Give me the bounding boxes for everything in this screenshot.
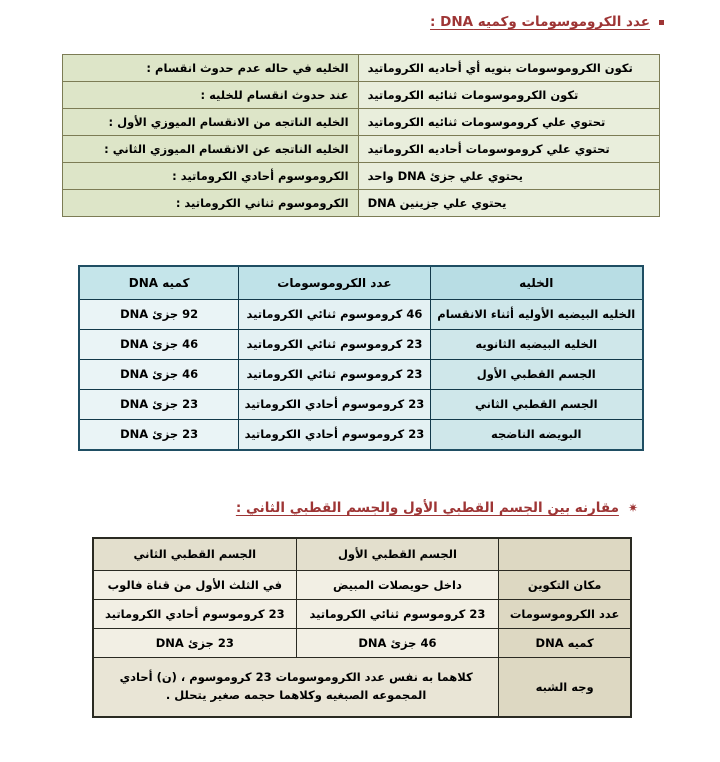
table-row (93, 571, 631, 600)
section-heading-1-label: عدد الكروموسومات وكميه DNA : (430, 14, 650, 30)
definition-label: الكروموسوم أحادي الكروماتيد : (63, 163, 359, 190)
definition-value: تحتوي علي كروموسومات أحاديه الكروماتيد (358, 136, 659, 163)
definition-value: تكون الكروموسومات ثنائيه الكروماتيد (358, 82, 659, 109)
table-header-row (79, 266, 643, 300)
column-header-dna: كميه DNA (79, 266, 239, 300)
chromosome-dna-definitions-table-wrapper (62, 54, 660, 217)
cell-name: الجسم القطبي الأول (430, 360, 643, 390)
dna-amount: 46 جزئ DNA (79, 360, 239, 390)
table-row-similarity (93, 658, 631, 718)
definition-label: عند حدوث انقسام للخليه : (63, 82, 359, 109)
row-header: عدد الكروموسومات (499, 600, 631, 629)
table-row (79, 330, 643, 360)
definition-value: يحتوي علي جزينين DNA (358, 190, 659, 217)
section-heading-polar-body-comparison (236, 500, 638, 516)
definition-value: تكون الكروموسومات بنويه أي أحاديه الكروماتيد (358, 55, 659, 82)
chromosome-count: 23 كروموسوم أحادي الكروماتيد (239, 420, 430, 451)
definition-value: يحتوي علي جزئ DNA واحد (358, 163, 659, 190)
definition-label: الخليه الناتجه عن الانقسام الميوزي الثاني : (63, 136, 359, 163)
polar-body-comparison-table (92, 537, 632, 718)
dna-amount: 23 جزئ DNA (79, 420, 239, 451)
asterisk-bullet-icon: ✷ (627, 501, 638, 515)
row-header-similarity: وجه الشبه (499, 658, 631, 718)
table-body (63, 55, 660, 217)
first-polar-body-value: 46 جزئ DNA (296, 629, 499, 658)
cell-chromosome-count-table-wrapper (78, 265, 644, 451)
cell-name: البويضه الناضجه (430, 420, 643, 451)
second-polar-body-value: 23 كروموسوم أحادي الكروماتيد (93, 600, 296, 629)
table-row (63, 136, 660, 163)
table-row (79, 390, 643, 420)
chromosome-count: 23 كروموسوم أحادي الكروماتيد (239, 390, 430, 420)
row-header: مكان التكوين (499, 571, 631, 600)
definition-label: الخليه في حاله عدم حدوث انقسام : (63, 55, 359, 82)
table-row (93, 600, 631, 629)
square-bullet-icon (659, 20, 664, 25)
table-row (63, 109, 660, 136)
table-header (79, 266, 643, 300)
dna-amount: 23 جزئ DNA (79, 390, 239, 420)
chromosome-dna-definitions-table (62, 54, 660, 217)
first-polar-body-value: داخل حويصلات المبيض (296, 571, 499, 600)
column-header-blank (499, 538, 631, 571)
section-heading-2-label: مقارنه بين الجسم القطبي الأول والجسم القطبي الثاني : (235, 500, 619, 516)
second-polar-body-value: 23 جزئ DNA (93, 629, 296, 658)
table-row (79, 360, 643, 390)
table-body (93, 571, 631, 718)
table-row (63, 163, 660, 190)
chromosome-count: 23 كروموسوم ثنائي الكروماتيد (239, 330, 430, 360)
row-header: كميه DNA (499, 629, 631, 658)
definition-value: تحتوي علي كروموسومات ثنائيه الكروماتيد (358, 109, 659, 136)
dna-amount: 46 جزئ DNA (79, 330, 239, 360)
column-header-second-polar-body: الجسم القطبي الثاني (93, 538, 296, 571)
chromosome-count: 23 كروموسوم ثنائي الكروماتيد (239, 360, 430, 390)
table-row (79, 300, 643, 330)
polar-body-comparison-table-wrapper (92, 537, 632, 718)
definition-label: الخليه الناتجه من الانقسام الميوزي الأول : (63, 109, 359, 136)
column-header-count: عدد الكروموسومات (239, 266, 430, 300)
column-header-cell: الخليه (430, 266, 643, 300)
table-row (63, 55, 660, 82)
table-row (63, 82, 660, 109)
table-row (63, 190, 660, 217)
section-heading-chromosome-dna (430, 14, 664, 30)
first-polar-body-value: 23 كروموسوم ثنائي الكروماتيد (296, 600, 499, 629)
definition-label: الكروموسوم ثناني الكروماتيد : (63, 190, 359, 217)
column-header-first-polar-body: الجسم القطبي الأول (296, 538, 499, 571)
cell-name: الجسم القطبي الثاني (430, 390, 643, 420)
cell-name: الخليه البيضيه الأوليه أثناء الانقسام (430, 300, 643, 330)
second-polar-body-value: في الثلث الأول من قناة فالوب (93, 571, 296, 600)
chromosome-count: 46 كروموسوم ثنائي الكروماتيد (239, 300, 430, 330)
table-body (79, 300, 643, 451)
table-row (93, 629, 631, 658)
dna-amount: 92 جزئ DNA (79, 300, 239, 330)
table-header-row (93, 538, 631, 571)
similarity-description: كلاهما به نفس عدد الكروموسومات 23 كروموسوم ، (ن) أحادي المجموعه الصبغيه وكلاهما حجمه صغير يتحلل . (93, 658, 499, 718)
table-row (79, 420, 643, 451)
cell-chromosome-count-table (78, 265, 644, 451)
cell-name: الخليه البيضيه الثانويه (430, 330, 643, 360)
table-header (93, 538, 631, 571)
